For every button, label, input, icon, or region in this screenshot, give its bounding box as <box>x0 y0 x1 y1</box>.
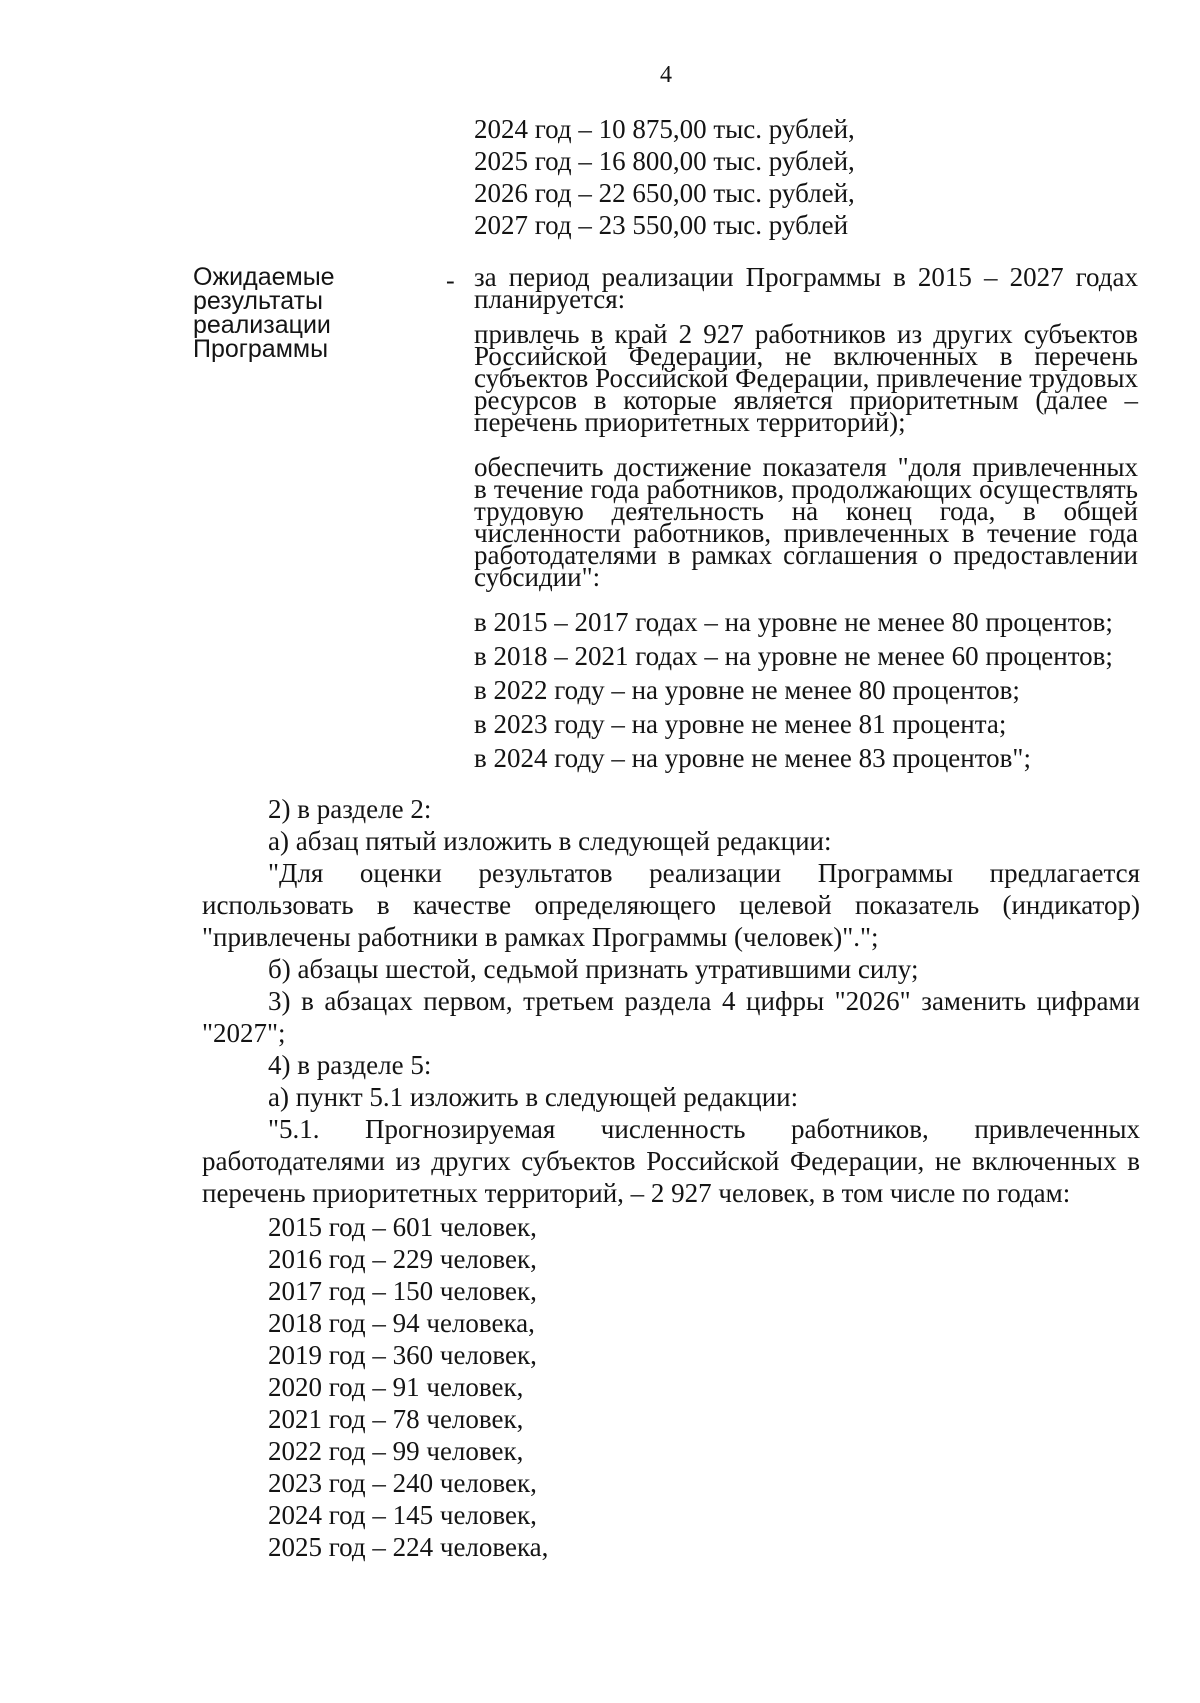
results-level-line: в 2023 году – на уровне не менее 81 процента; <box>474 709 1007 739</box>
section-2-heading: 2) в разделе 2: <box>268 794 432 824</box>
results-attract: привлечь в край 2 927 работников из других субъектов Российской Федерации, не включенных в перечень субъектов Российской Федерации, привлечение трудовых ресурсов в которые является приоритетным (далее – перечень приоритетных территорий); <box>474 319 1138 437</box>
funding-year-line: 2024 год – 10 875,00 тыс. рублей, <box>474 114 855 144</box>
workers-year-line: 2016 год – 229 человек, <box>268 1244 537 1274</box>
page-number: 4 <box>660 62 672 88</box>
workers-year-line: 2017 год – 150 человек, <box>268 1276 537 1306</box>
label-line: Программы <box>193 335 329 363</box>
workers-year-line: 2015 год – 601 человек, <box>268 1212 537 1242</box>
row-dash: - <box>446 266 455 295</box>
workers-year-line: 2019 год – 360 человек, <box>268 1340 537 1370</box>
section-5-heading: 4) в разделе 5: <box>268 1050 432 1080</box>
results-indicator: обеспечить достижение показателя "доля привлеченных в течение года работников, продолжающих осуществлять трудовую деятельность на конец года, в общей численности работников, привлеченных в течение года работодателями в рамках соглашения о предоставлении субсидии": <box>474 452 1138 592</box>
workers-year-line: 2025 год – 224 человека, <box>268 1532 549 1562</box>
amendment-point-heading: а) пункт 5.1 изложить в следующей редакции: <box>268 1082 799 1112</box>
workers-year-line: 2024 год – 145 человек, <box>268 1500 537 1530</box>
label-line: реализации <box>193 311 331 339</box>
results-intro: за период реализации Программы в 2015 – 2027 годах планируется: <box>474 262 1138 314</box>
results-level-line: в 2022 году – на уровне не менее 80 процентов; <box>474 675 1020 705</box>
expected-results-label <box>193 265 363 361</box>
results-level-line: в 2024 году – на уровне не менее 83 процентов"; <box>474 743 1031 773</box>
workers-year-line: 2018 год – 94 человека, <box>268 1308 535 1338</box>
amendment-item-3: 3) в абзацах первом, третьем раздела 4 цифры "2026" заменить цифрами "2027"; <box>202 986 1140 1048</box>
results-level-line: в 2015 – 2017 годах – на уровне не менее 80 процентов; <box>474 607 1113 637</box>
funding-year-line: 2025 год – 16 800,00 тыс. рублей, <box>474 146 855 176</box>
label-line: результаты <box>193 287 323 315</box>
amendment-quote: "Для оценки результатов реализации Программы предлагается использовать в качестве определяющего целевой показатель (индикатор) "привлечены работники в рамках Программы (человек)"."; <box>202 858 1140 952</box>
point-5-1: "5.1. Прогнозируемая численность работников, привлеченных работодателями из других субъектов Российской Федерации, не включенных в перечень приоритетных территорий, – 2 927 человек, в том числе по годам: <box>202 1114 1140 1208</box>
results-level-line: в 2018 – 2021 годах – на уровне не менее 60 процентов; <box>474 641 1113 671</box>
amendment-a-heading: а) абзац пятый изложить в следующей редакции: <box>268 826 832 856</box>
workers-year-line: 2020 год – 91 человек, <box>268 1372 524 1402</box>
funding-year-line: 2026 год – 22 650,00 тыс. рублей, <box>474 178 855 208</box>
label-line: Ожидаемые <box>193 263 335 291</box>
workers-year-line: 2023 год – 240 человек, <box>268 1468 537 1498</box>
workers-year-line: 2022 год – 99 человек, <box>268 1436 524 1466</box>
amendment-b: б) абзацы шестой, седьмой признать утратившими силу; <box>268 954 919 984</box>
workers-year-line: 2021 год – 78 человек, <box>268 1404 524 1434</box>
funding-year-line: 2027 год – 23 550,00 тыс. рублей <box>474 210 849 240</box>
